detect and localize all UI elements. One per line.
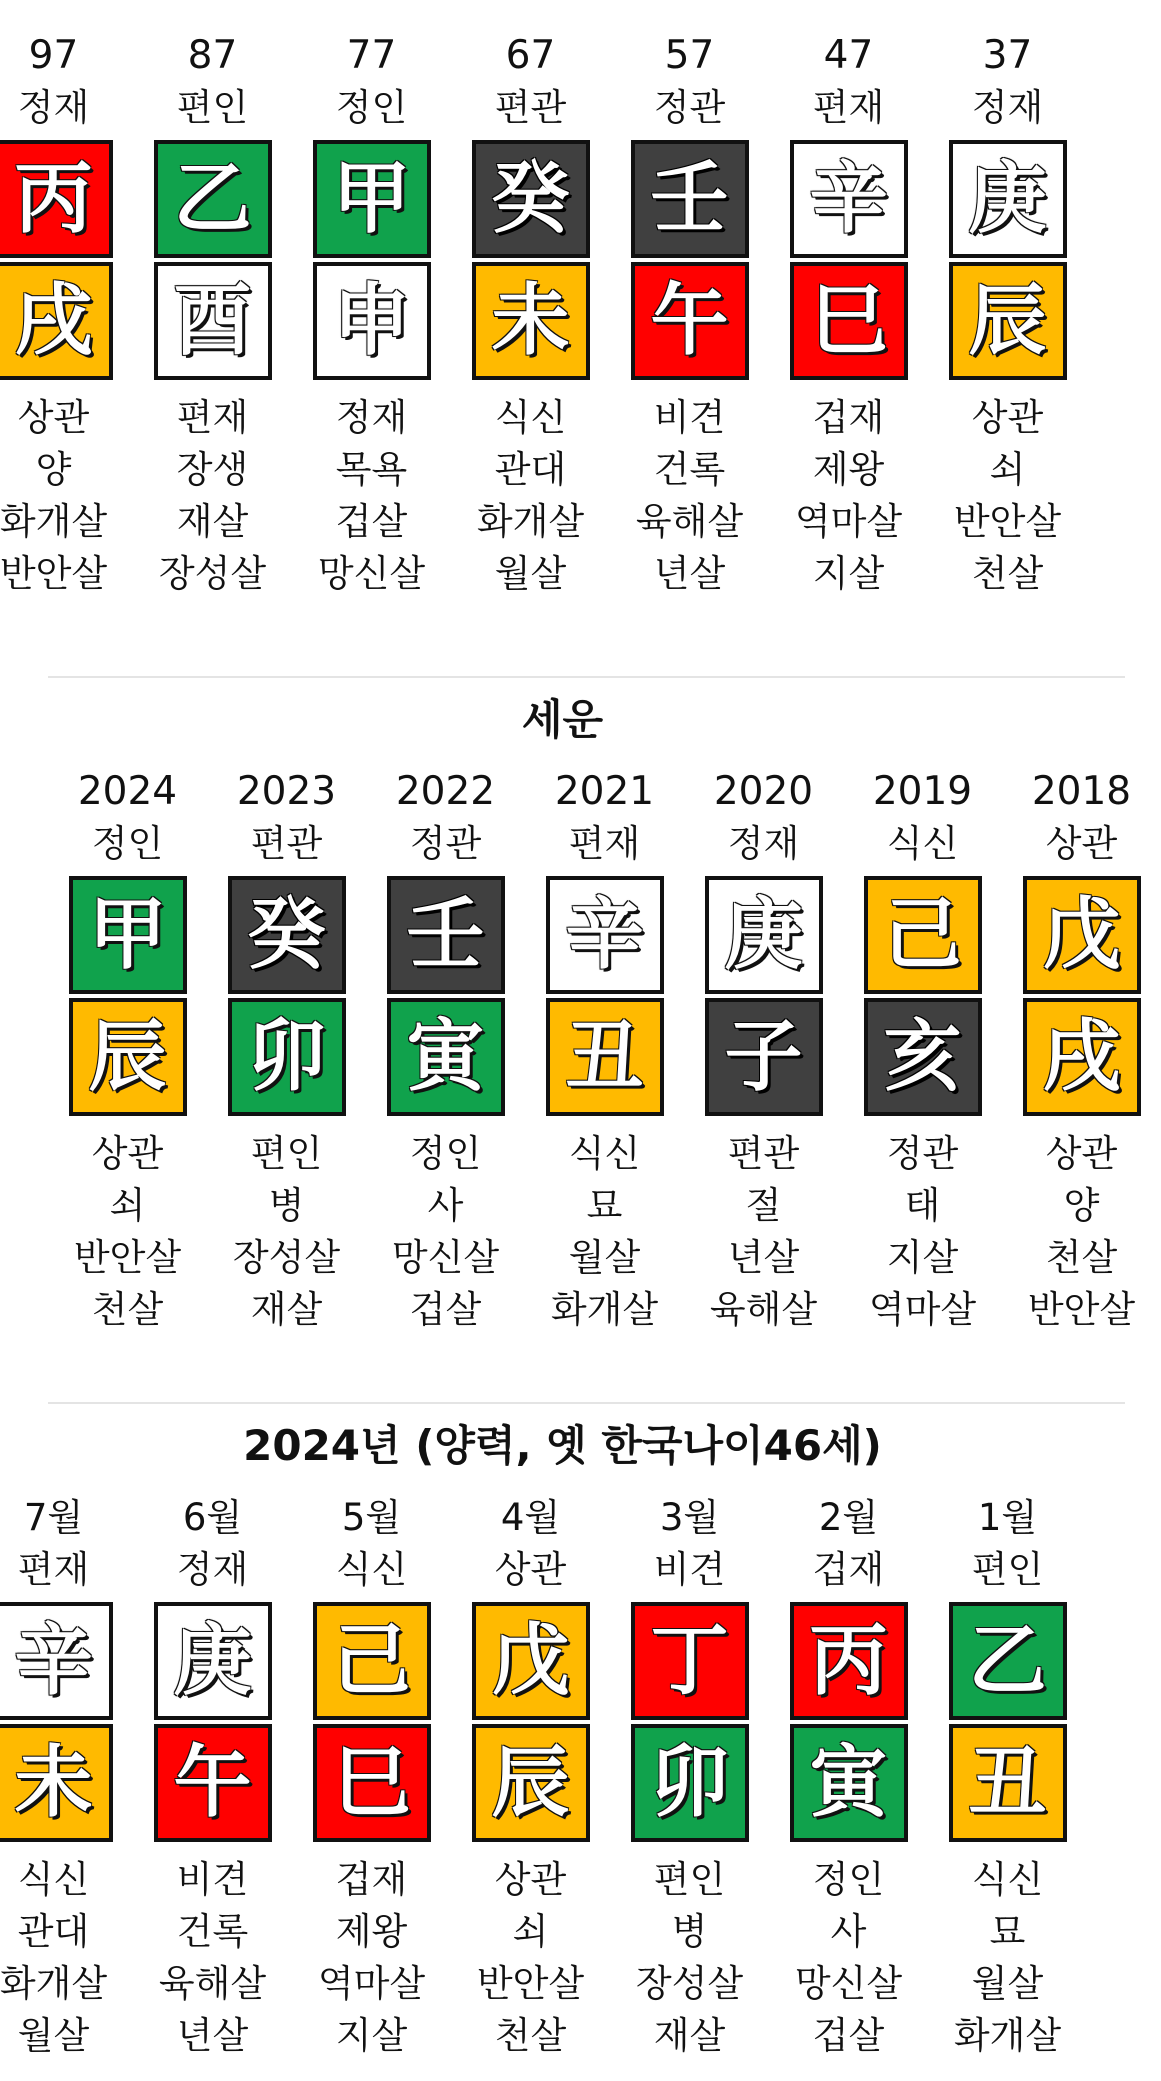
branch-ten-god: 정인 [409,1132,482,1175]
wolun-top-god: 겁재 [812,1548,885,1591]
branch-ten-god: 식신 [17,1858,90,1901]
heavenly-stem-tile: 癸 [228,876,346,994]
sinsal-1: 월살 [568,1236,641,1279]
seun-column[interactable] [366,766,525,1336]
wolun-column[interactable] [610,1492,769,2062]
wolun-top-god: 정재 [176,1548,249,1591]
wolun-column[interactable] [0,1492,133,2062]
branch-ten-god: 상관 [971,396,1044,439]
seun-year: 2024 [77,769,178,814]
seun-year: 2021 [554,769,655,814]
twelve-stage: 병 [671,1910,708,1953]
wolun-month: 3월 [659,1496,720,1539]
wolun-top-god: 편재 [17,1548,90,1591]
heavenly-stem-tile: 壬 [631,140,749,258]
daeun-age: 67 [505,33,556,78]
twelve-stage: 장생 [176,448,249,491]
daeun-top-god: 정인 [335,86,408,129]
sinsal-2: 육해살 [709,1288,818,1331]
heavenly-stem-tile: 辛 [546,876,664,994]
sinsal-1: 육해살 [158,1962,267,2005]
seun-top-god: 상관 [1045,822,1118,865]
twelve-stage: 양 [1063,1184,1100,1227]
heavenly-stem-tile: 癸 [472,140,590,258]
seun-top-god: 편관 [250,822,323,865]
heavenly-stem-tile: 丁 [631,1602,749,1720]
seun-year: 2023 [236,769,337,814]
earthly-branch-tile: 未 [472,262,590,380]
sinsal-2: 천살 [494,2014,567,2057]
daeun-column[interactable] [769,30,928,600]
daeun-top-god: 편재 [812,86,885,129]
daeun-age: 77 [346,33,397,78]
earthly-branch-tile: 寅 [387,998,505,1116]
seun-column[interactable] [48,766,207,1336]
twelve-stage: 묘 [989,1910,1026,1953]
heavenly-stem-tile: 甲 [69,876,187,994]
sinsal-2: 천살 [91,1288,164,1331]
section-divider [48,676,1125,678]
twelve-stage: 관대 [494,448,567,491]
seun-year: 2018 [1031,769,1132,814]
daeun-top-god: 정재 [971,86,1044,129]
earthly-branch-tile: 戌 [1023,998,1141,1116]
daeun-age: 57 [664,33,715,78]
sinsal-1: 화개살 [476,500,585,543]
wolun-scroll-row[interactable] [0,1492,1087,2062]
wolun-month: 7월 [23,1496,84,1539]
seun-column[interactable] [1002,766,1161,1336]
seun-column[interactable] [207,766,366,1336]
wolun-column[interactable] [769,1492,928,2062]
heavenly-stem-tile: 戊 [1023,876,1141,994]
branch-ten-god: 비견 [653,396,726,439]
sinsal-2: 년살 [653,552,726,595]
branch-ten-god: 편인 [653,1858,726,1901]
earthly-branch-tile: 申 [313,262,431,380]
branch-ten-god: 비견 [176,1858,249,1901]
twelve-stage: 사 [830,1910,867,1953]
seun-top-god: 식신 [886,822,959,865]
sinsal-1: 지살 [886,1236,959,1279]
sinsal-2: 화개살 [550,1288,659,1331]
sinsal-1: 천살 [1045,1236,1118,1279]
sinsal-2: 년살 [176,2014,249,2057]
earthly-branch-tile: 酉 [154,262,272,380]
sinsal-2: 월살 [17,2014,90,2057]
branch-ten-god: 상관 [17,396,90,439]
twelve-stage: 쇠 [989,448,1026,491]
heavenly-stem-tile: 辛 [790,140,908,258]
heavenly-stem-tile: 辛 [0,1602,113,1720]
earthly-branch-tile: 未 [0,1724,113,1842]
daeun-age: 97 [28,33,79,78]
earthly-branch-tile: 巳 [790,262,908,380]
sinsal-1: 역마살 [317,1962,426,2005]
daeun-section[interactable] [0,0,1125,640]
earthly-branch-tile: 亥 [864,998,982,1116]
daeun-age: 87 [187,33,238,78]
sinsal-1: 년살 [727,1236,800,1279]
seun-year: 2019 [872,769,973,814]
heavenly-stem-tile: 丙 [790,1602,908,1720]
twelve-stage: 건록 [653,448,726,491]
daeun-scroll-row[interactable] [0,30,1087,600]
earthly-branch-tile: 丑 [949,1724,1067,1842]
branch-ten-god: 정관 [886,1132,959,1175]
wolun-month: 2월 [818,1496,879,1539]
wolun-top-god: 비견 [653,1548,726,1591]
branch-ten-god: 편재 [176,396,249,439]
seun-title: 세운 [521,695,604,744]
wolun-column[interactable] [133,1492,292,2062]
seun-column[interactable] [843,766,1002,1336]
heavenly-stem-tile: 己 [313,1602,431,1720]
sinsal-2: 월살 [494,552,567,595]
heavenly-stem-tile: 壬 [387,876,505,994]
branch-ten-god: 정인 [812,1858,885,1901]
twelve-stage: 쇠 [109,1184,146,1227]
branch-ten-god: 편인 [250,1132,323,1175]
earthly-branch-tile: 卯 [228,998,346,1116]
earthly-branch-tile: 戌 [0,262,113,380]
daeun-age: 37 [982,33,1033,78]
sinsal-1: 장성살 [232,1236,341,1279]
sinsal-1: 겁살 [335,500,408,543]
sinsal-2: 장성살 [158,552,267,595]
branch-ten-god: 식신 [971,1858,1044,1901]
earthly-branch-tile: 辰 [949,262,1067,380]
heavenly-stem-tile: 甲 [313,140,431,258]
daeun-top-god: 정재 [17,86,90,129]
sinsal-2: 재살 [250,1288,323,1331]
heavenly-stem-tile: 己 [864,876,982,994]
sinsal-2: 화개살 [953,2014,1062,2057]
daeun-column[interactable] [610,30,769,600]
daeun-top-god: 정관 [653,86,726,129]
heavenly-stem-tile: 庚 [154,1602,272,1720]
twelve-stage: 사 [427,1184,464,1227]
sinsal-1: 화개살 [0,500,108,543]
branch-ten-god: 겁재 [812,396,885,439]
wolun-month: 5월 [341,1496,402,1539]
wolun-title: 2024년 (양력, 옛 한국나이46세) [243,1421,882,1470]
sinsal-1: 반안살 [476,1962,585,2005]
earthly-branch-tile: 辰 [472,1724,590,1842]
branch-ten-god: 겁재 [335,1858,408,1901]
earthly-branch-tile: 丑 [546,998,664,1116]
earthly-branch-tile: 午 [154,1724,272,1842]
daeun-column[interactable] [451,30,610,600]
heavenly-stem-tile: 庚 [949,140,1067,258]
sinsal-1: 망신살 [794,1962,903,2005]
sinsal-2: 겁살 [812,2014,885,2057]
earthly-branch-tile: 辰 [69,998,187,1116]
daeun-column[interactable] [928,30,1087,600]
daeun-column[interactable] [0,30,133,600]
earthly-branch-tile: 卯 [631,1724,749,1842]
seun-top-god: 정관 [409,822,482,865]
daeun-column[interactable] [292,30,451,600]
wolun-month: 6월 [182,1496,243,1539]
twelve-stage: 쇠 [512,1910,549,1953]
wolun-column[interactable] [928,1492,1087,2062]
twelve-stage: 제왕 [335,1910,408,1953]
wolun-month: 1월 [977,1496,1038,1539]
sinsal-1: 월살 [971,1962,1044,2005]
sinsal-2: 망신살 [317,552,426,595]
seun-top-god: 정재 [727,822,800,865]
twelve-stage: 절 [745,1184,782,1227]
daeun-column[interactable] [133,30,292,600]
seun-year: 2020 [713,769,814,814]
twelve-stage: 양 [35,448,72,491]
seun-scroll-row[interactable] [48,766,1161,1336]
heavenly-stem-tile: 庚 [705,876,823,994]
wolun-column[interactable] [451,1492,610,2062]
earthly-branch-tile: 巳 [313,1724,431,1842]
seun-column[interactable] [684,766,843,1336]
heavenly-stem-tile: 戊 [472,1602,590,1720]
seun-column[interactable] [525,766,684,1336]
branch-ten-god: 정재 [335,396,408,439]
earthly-branch-tile: 子 [705,998,823,1116]
sinsal-2: 역마살 [868,1288,977,1331]
twelve-stage: 제왕 [812,448,885,491]
sinsal-2: 반안살 [1027,1288,1136,1331]
wolun-top-god: 상관 [494,1548,567,1591]
sinsal-1: 반안살 [73,1236,182,1279]
daeun-age: 47 [823,33,874,78]
wolun-column[interactable] [292,1492,451,2062]
wolun-section[interactable] [0,1404,1125,2081]
earthly-branch-tile: 午 [631,262,749,380]
sinsal-2: 지살 [812,552,885,595]
branch-ten-god: 식신 [494,396,567,439]
wolun-month: 4월 [500,1496,561,1539]
sinsal-1: 화개살 [0,1962,108,2005]
twelve-stage: 태 [904,1184,941,1227]
sinsal-1: 반안살 [953,500,1062,543]
seun-section[interactable] [48,680,1136,1360]
twelve-stage: 묘 [586,1184,623,1227]
branch-ten-god: 편관 [727,1132,800,1175]
daeun-top-god: 편관 [494,86,567,129]
daeun-top-god: 편인 [176,86,249,129]
sinsal-2: 천살 [971,552,1044,595]
sinsal-1: 육해살 [635,500,744,543]
seun-top-god: 편재 [568,822,641,865]
branch-ten-god: 상관 [91,1132,164,1175]
sinsal-2: 지살 [335,2014,408,2057]
twelve-stage: 병 [268,1184,305,1227]
sinsal-2: 재살 [653,2014,726,2057]
twelve-stage: 목욕 [335,448,408,491]
sinsal-2: 반안살 [0,552,108,595]
earthly-branch-tile: 寅 [790,1724,908,1842]
twelve-stage: 건록 [176,1910,249,1953]
twelve-stage: 관대 [17,1910,90,1953]
branch-ten-god: 상관 [494,1858,567,1901]
heavenly-stem-tile: 乙 [154,140,272,258]
wolun-top-god: 식신 [335,1548,408,1591]
heavenly-stem-tile: 丙 [0,140,113,258]
seun-top-god: 정인 [91,822,164,865]
seun-year: 2022 [395,769,496,814]
sinsal-1: 역마살 [794,500,903,543]
branch-ten-god: 상관 [1045,1132,1118,1175]
sinsal-1: 장성살 [635,1962,744,2005]
branch-ten-god: 식신 [568,1132,641,1175]
sinsal-1: 망신살 [391,1236,500,1279]
sinsal-1: 재살 [176,500,249,543]
sinsal-2: 겁살 [409,1288,482,1331]
heavenly-stem-tile: 乙 [949,1602,1067,1720]
wolun-top-god: 편인 [971,1548,1044,1591]
